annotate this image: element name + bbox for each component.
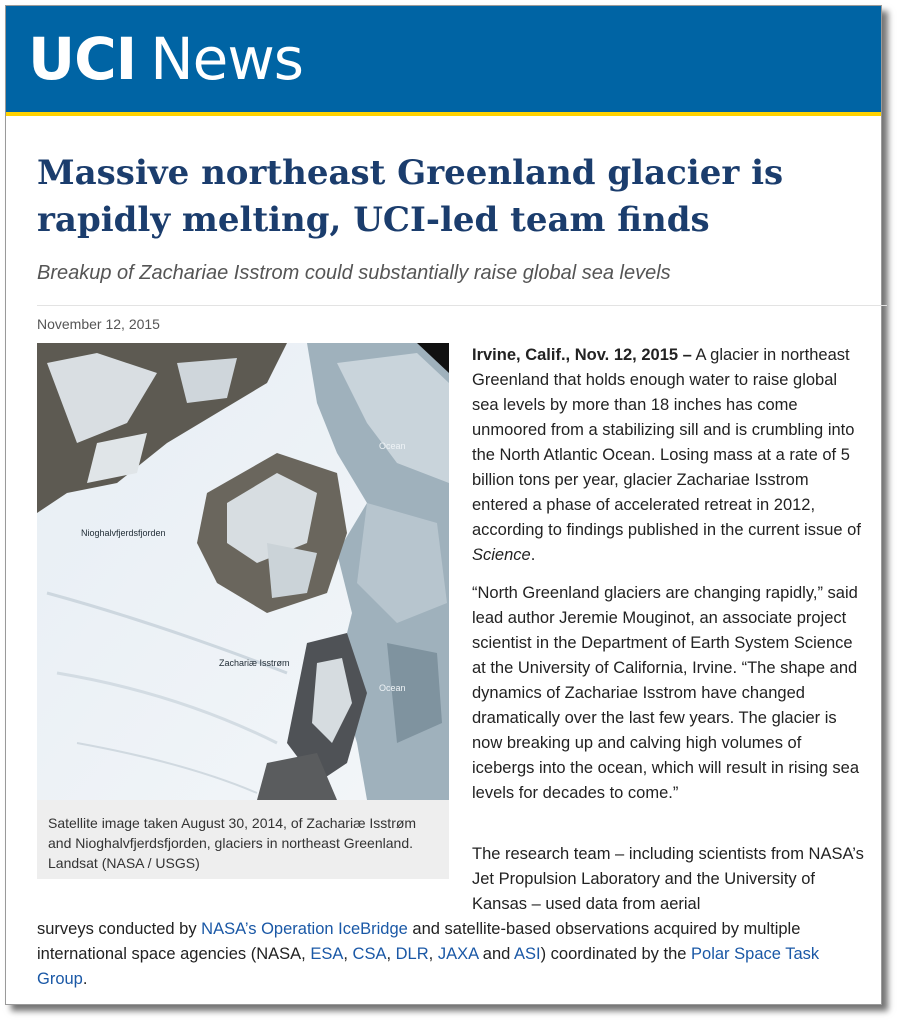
p3-end: .: [82, 970, 88, 988]
uci-news-logo[interactable]: [28, 25, 303, 93]
label-glacier: Zachariæ Isstrøm: [219, 658, 290, 668]
link-esa[interactable]: ESA: [310, 945, 344, 963]
p3-comma-3: ,: [428, 945, 438, 963]
p3-text-a: surveys conducted by: [37, 920, 202, 938]
article-date: November 12, 2015: [37, 316, 160, 332]
p3-text-c: ) coordinated by the: [540, 945, 692, 963]
article-figure: [37, 343, 449, 879]
logo-uci: UCI: [28, 25, 137, 93]
link-polar-space-task-group[interactable]: Polar Space Task Group: [37, 945, 820, 988]
paragraph-1: [472, 343, 867, 568]
link-operation-icebridge[interactable]: NASA’s Operation IceBridge: [201, 920, 408, 938]
article-subtitle: Breakup of Zachariae Isstrom could substantially raise global sea levels: [37, 262, 671, 284]
satellite-image-graphic: [37, 343, 449, 800]
p3-comma-2: ,: [386, 945, 396, 963]
paragraph-3-start: The research team – including scientists from NASA’s Jet Propulsion Laboratory and the University of Kansas – used data from aerial: [472, 845, 864, 913]
paragraph-3-continued: [37, 917, 867, 992]
label-ocean-bottom: Ocean: [379, 683, 406, 693]
p3-comma-1: ,: [343, 945, 353, 963]
link-jaxa[interactable]: JAXA: [437, 945, 479, 963]
paragraph-1-end: .: [530, 546, 536, 564]
figure-caption: Satellite image taken August 30, 2014, of Zachariæ Isstrøm and Nioghalvfjerdsfjorden, glaciers in northeast Greenland. Landsat (NASA / USGS): [48, 815, 417, 871]
dateline: Irvine, Calif., Nov. 12, 2015 –: [472, 346, 692, 364]
p3-text-b: and satellite-based observations acquired by multiple international space agencies (NASA,: [37, 920, 801, 963]
paragraph-1-text: A glacier in northeast Greenland that holds enough water to raise global sea levels by more than 18 inches has come unmoored from a stabilizing sill and is crumbling into the North Atlantic Ocean. Losing mass at a rate of 5 billion tons per year, glacier Zachariae Isstrom entered a phase of accelerated retreat in 2012, according to findings published in the current issue of: [472, 346, 861, 539]
link-asi[interactable]: ASI: [513, 945, 541, 963]
site-header: [6, 6, 881, 116]
divider: [37, 305, 887, 306]
paragraph-2: “North Greenland glaciers are changing rapidly,” said lead author Jeremie Mouginot, an associate project scientist in the Department of Earth System Science at the University of California, Irvine. “The shape and dynamics of Zachariae Isstrom have changed dramatically over the last few years. The glacier is now breaking up and calving high volumes of icebergs into the ocean, which will result in rising sea levels for decades to come.”: [472, 584, 860, 802]
link-csa[interactable]: CSA: [352, 945, 387, 963]
p3-and: and: [478, 945, 514, 963]
satellite-image[interactable]: [37, 343, 449, 800]
journal-name: Science: [472, 546, 531, 564]
label-ocean-top: Ocean: [379, 441, 406, 451]
label-fjord: Nioghalvfjerdsfjorden: [81, 528, 166, 538]
link-dlr[interactable]: DLR: [395, 945, 429, 963]
article-title: Massive northeast Greenland glacier is rapidly melting, UCI-led team finds: [37, 153, 784, 240]
logo-news: News: [150, 25, 303, 93]
